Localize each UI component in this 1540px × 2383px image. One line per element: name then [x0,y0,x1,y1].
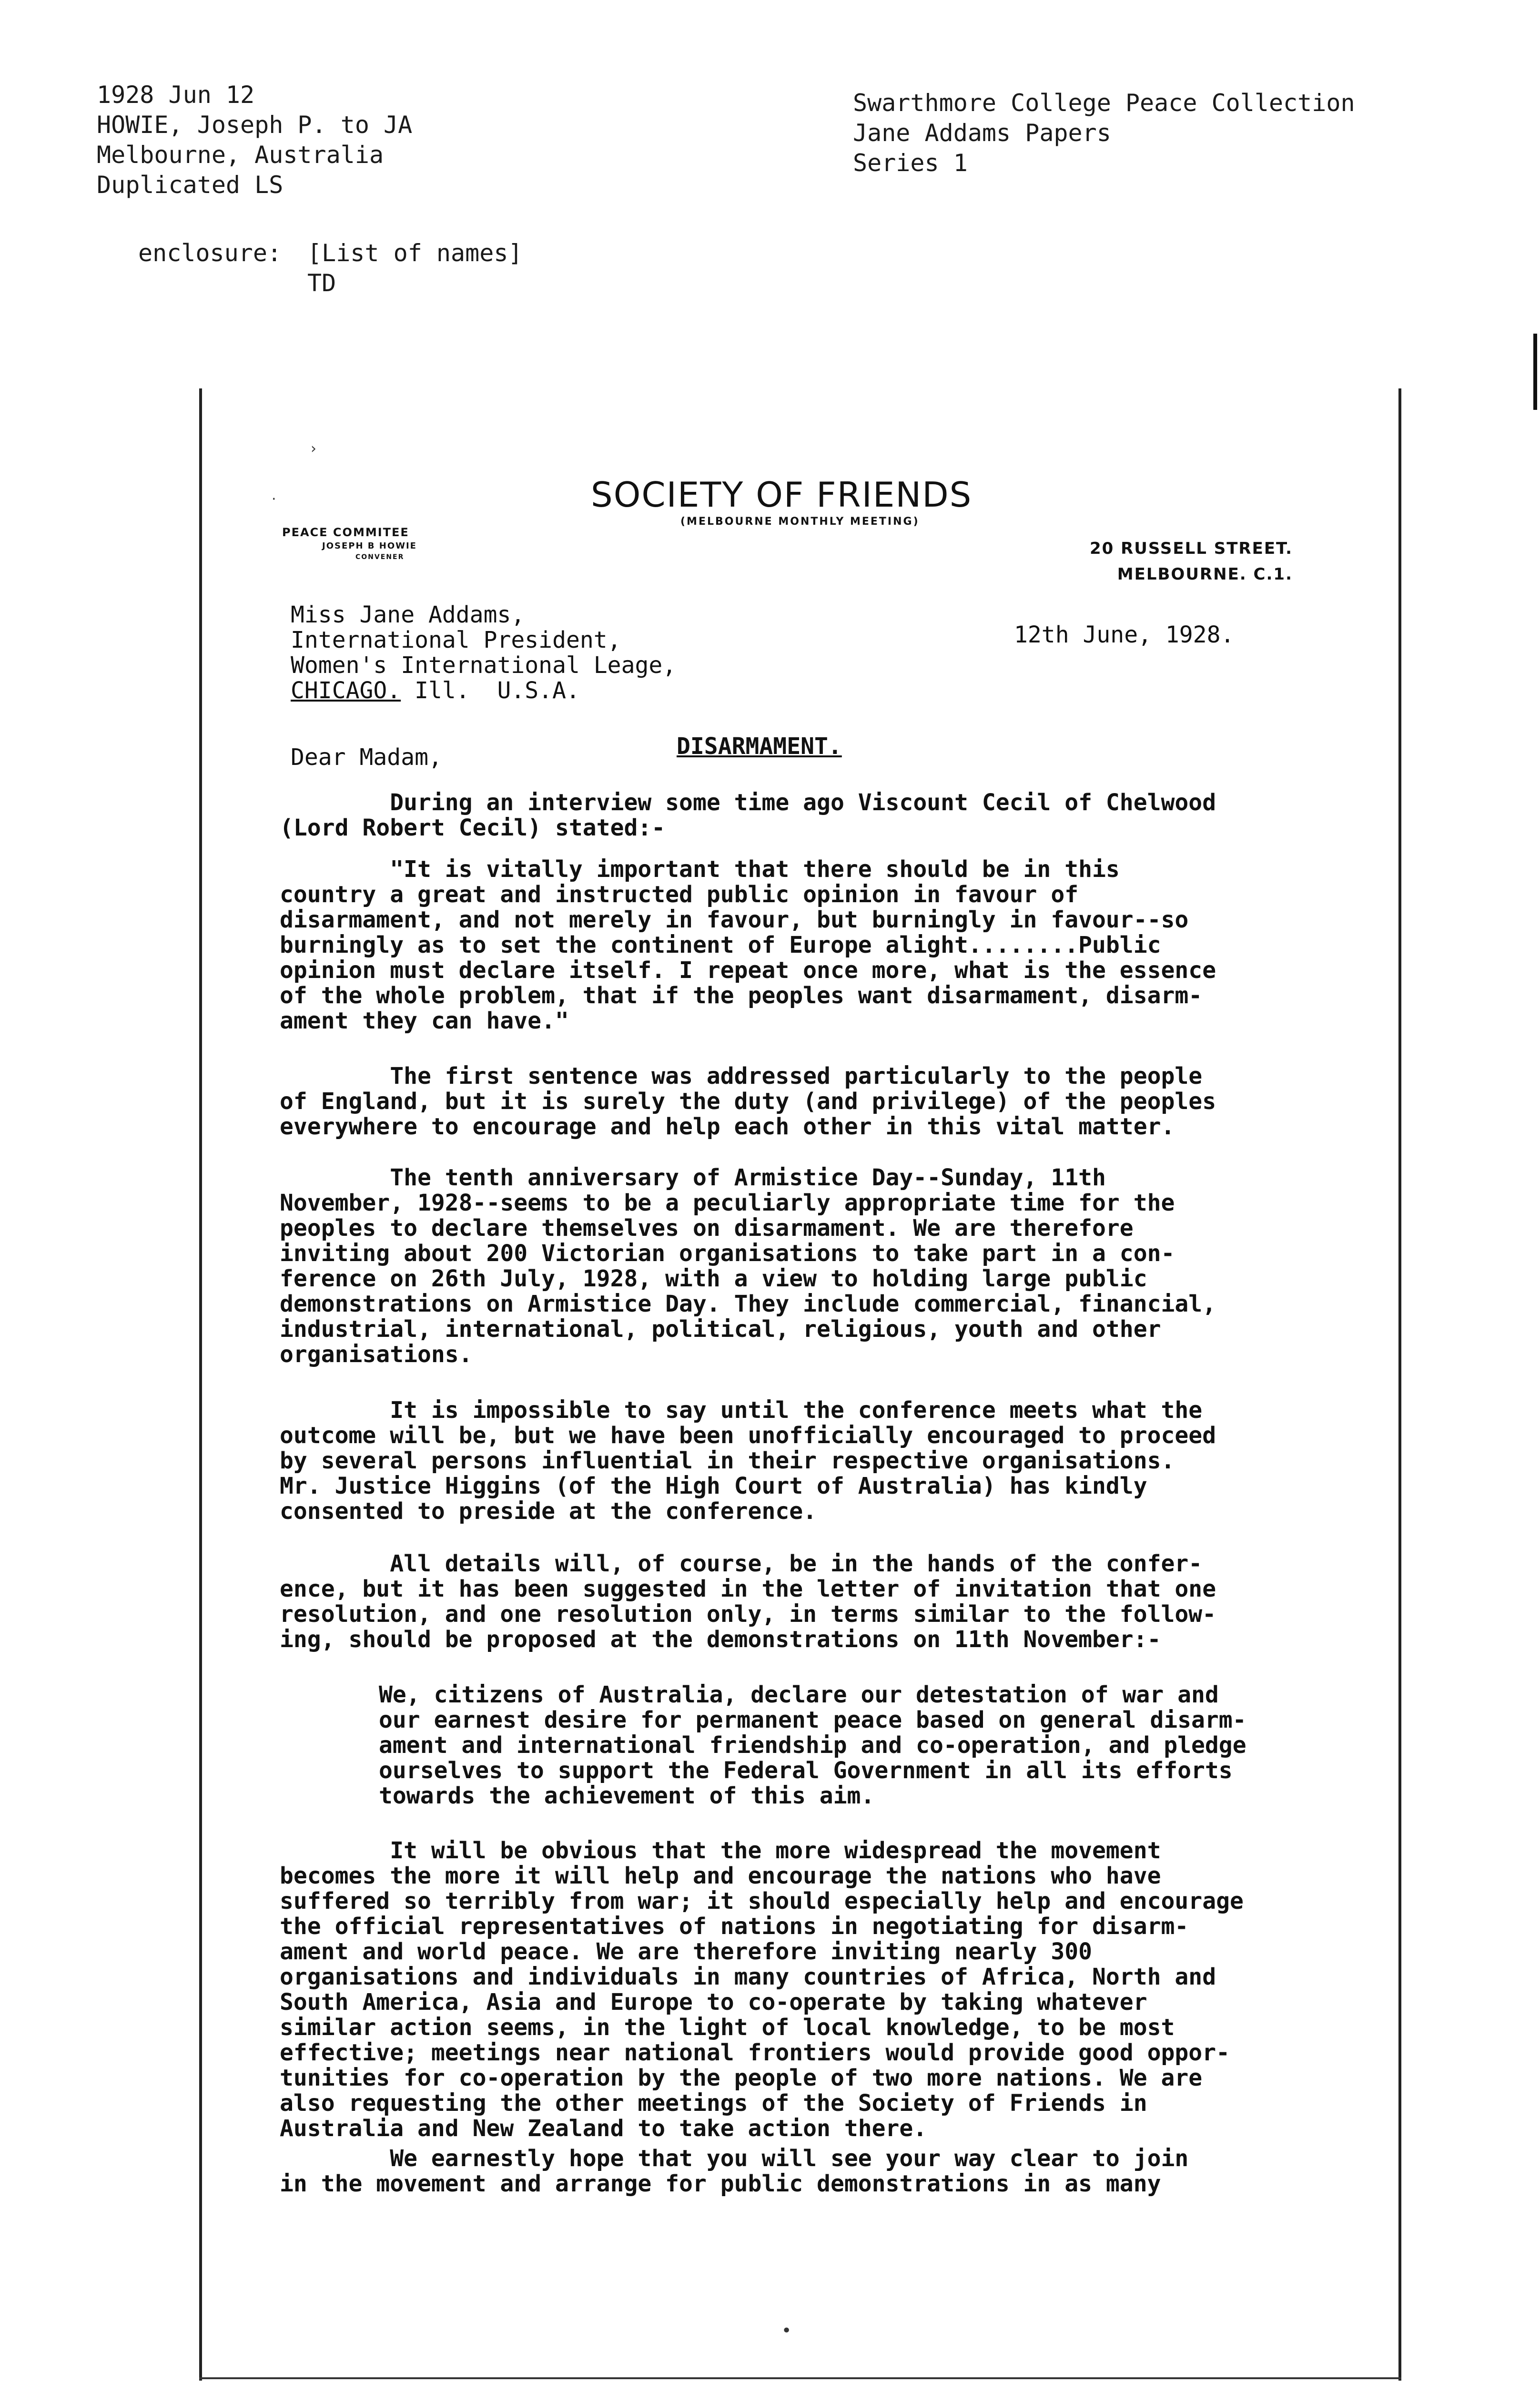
page-border-right [1398,388,1401,2381]
citation-type: Duplicated LS [97,171,284,199]
paragraph-1: During an interview some time ago Viscount Cecil of Chelwood (Lord Robert Cecil) stated:- [280,789,1216,841]
papers-name: Jane Addams Papers [853,119,1111,147]
subject-line: DISARMAMENT. [677,733,842,760]
page-border-bottom [199,2377,1401,2379]
paragraph-3: The tenth anniversary of Armistice Day--Sunday, 11th November, 1928--seems to be a peculiarly appropriate time for the peoples to declare themselves on disarmament. We are therefore inviting about 200 Victorian organisations to take part in a con- ference on 26th July, 1928, with a view to holding large public demonstrations on Armistice Day. They include commercial, financial, industrial, international, political, religious, youth and other organisations. [280,1164,1216,1368]
address-city: MELBOURNE. C.1. [1117,565,1293,584]
recipient-location [291,678,580,703]
salutation: Dear Madam, [291,744,442,771]
collection-name: Swarthmore College Peace Collection [853,89,1355,117]
committee-block [282,525,417,562]
scan-edge-mark [1533,334,1537,410]
letterhead-subtitle: (MELBOURNE MONTHLY MEETING) [680,516,920,528]
convener-role: CONVENER [355,553,405,561]
enclosure-format: TD [307,269,336,297]
archive-citation [97,80,412,200]
enclosure-item: [List of names] [307,239,523,267]
resolution-text: We, citizens of Australia, declare our detestation of war and our earnest desire for permanent peace based on general disarm- ament and international friendship and co-operation, and pledge ourselves to support the Federal Government in all its efforts towards the achievement of this aim. [379,1681,1246,1809]
recipient-city: CHICAGO. [291,677,401,704]
paragraph-2: The first sentence was addressed particularly to the people of England, but it is surely the duty (and privilege) of the peoples everywhere to encourage and help each other in this vital matter. [280,1063,1216,1140]
citation-correspondents: HOWIE, Joseph P. to JA [97,111,413,139]
letterhead-address [1044,536,1293,587]
collection-info [853,88,1355,178]
committee-name: PEACE COMMITEE [282,526,409,539]
letter-date: 12th June, 1928. [1014,621,1235,648]
series-name: Series 1 [853,149,968,177]
recipient-address: Miss Jane Addams, International President, Women's International Leage, [291,601,677,679]
citation-place: Melbourne, Australia [97,141,384,169]
address-street: 20 RUSSELL STREET. [1089,539,1293,558]
enclosure-label: enclosure: [138,239,282,267]
citation-date: 1928 Jun 12 [97,81,255,109]
recipient-state-country: Ill. U.S.A. [401,677,580,704]
paragraph-7: We earnestly hope that you will see your way clear to join in the movement and arrange for public demonstrations in as many [280,2145,1189,2197]
convener-name: JOSEPH B HOWIE [322,541,417,551]
paragraph-4: It is impossible to say until the conference meets what the outcome will be, but we have been unofficially encouraged to proceed by several persons influential in their respective organisations. Mr. Justice Higgins (of the High Court of Australia) has kindly consented to preside at the conference. [280,1397,1216,1525]
enclosure-details [307,238,523,298]
letterhead-title: SOCIETY OF FRIENDS [591,475,973,515]
quote-cecil: "It is vitally important that there should be in this country a great and instructed public opinion in favour of disarmament, and not merely in favour, but burningly in favour--so burningly as to set the continent of Europe alight........Public opinion must declare itself. I repeat once more, what is the essence of the whole problem, that if the peoples want disarmament, disarm- ament they can have." [280,856,1216,1034]
stray-mark: · [272,491,276,508]
paragraph-6: It will be obvious that the more widespread the movement becomes the more it will help and encourage the nations who have suffered so terribly from war; it should especially help and encourage the official representatives of nations in negotiating for disarm- ament and world peace. We are therefore inviting nearly 300 organisations and individuals in many countries of Africa, North and South America, Asia and Europe to co-operate by taking whatever similar action seems, in the light of local knowledge, to be most effective; meetings near national frontiers would provide good oppor- tunities for co-operation by the people of two more nations. We are also requesting the other meetings of the Society of Friends in Australia and New Zealand to take action there. [280,1837,1244,2142]
page-border-left [199,388,202,2381]
stray-mark: • [781,2321,792,2341]
paragraph-5: All details will, of course, be in the hands of the confer- ence, but it has been suggested in the letter of invitation that one resolution, and one resolution only, in terms similar to the follow- ing, should be proposed at the demonstrations on 11th November:- [280,1550,1216,1653]
stray-mark: › [311,440,316,457]
